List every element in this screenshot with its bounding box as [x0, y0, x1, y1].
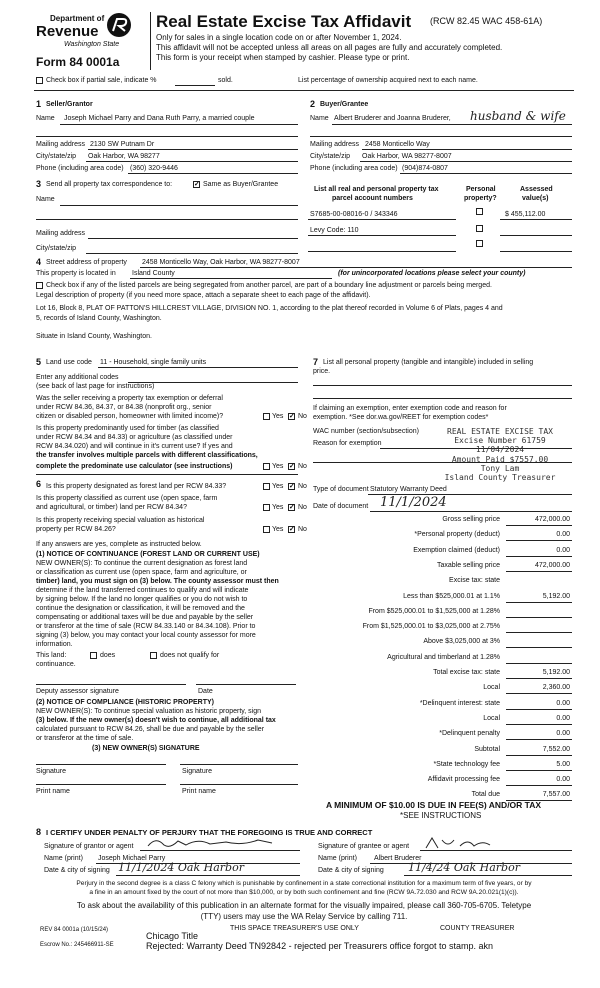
- tax-row-line: [506, 571, 572, 572]
- send-label: Send all property tax correspondence to:: [46, 181, 173, 188]
- notice2-heading: (2) NOTICE OF COMPLIANCE (HISTORIC PROPERTY): [36, 699, 214, 706]
- tax-row-value[interactable]: 472,000.00: [534, 562, 570, 569]
- does-not-checkbox[interactable]: [150, 652, 157, 659]
- personal-text-1: List all personal property (tangible and intangible) included in selling: [323, 359, 534, 366]
- buyer-name-line-2: [310, 136, 572, 137]
- forest-ifyes: If any answers are yes, complete as instructed below.: [36, 541, 202, 548]
- personal-property-checkbox-1[interactable]: [476, 208, 483, 215]
- stamp-l6: Island County Treasurer: [444, 472, 556, 482]
- county-treasurer: COUNTY TREASURER: [440, 925, 515, 932]
- deputy-date-line: [196, 684, 296, 685]
- value-line-2: [500, 235, 572, 236]
- parcel-number[interactable]: S7685-00-08016-0 / 343346: [310, 211, 398, 218]
- form-title: Real Estate Excise Tax Affidavit: [156, 12, 412, 31]
- tax-row-line: [506, 678, 572, 679]
- buyer-phone-line: [400, 173, 572, 174]
- landuse-q2-1: Is this property predominantly used for timber (as classified: [36, 425, 219, 432]
- send-city-label: City/state/zip: [36, 245, 77, 252]
- located-label: This property is located in: [36, 270, 116, 277]
- personal-text-2: price.: [313, 368, 331, 375]
- same-as-buyer-label: Same as Buyer/Grantee: [203, 181, 279, 188]
- grantee-signature-scribble: [424, 836, 504, 850]
- buyer-phone-label: Phone (including area code): [310, 165, 398, 172]
- does-checkbox[interactable]: [90, 652, 97, 659]
- chicago-title: Chicago Title: [146, 931, 199, 941]
- same-as-buyer-checkbox[interactable]: ✓: [194, 181, 200, 188]
- buyer-city-label: City/state/zip: [310, 153, 351, 160]
- seller-heading: Seller/Grantor: [46, 101, 93, 108]
- value-line-3: [500, 251, 572, 252]
- assessed-value[interactable]: $ 455,112.00: [505, 211, 546, 218]
- seller-phone[interactable]: (360) 320-9446: [130, 165, 178, 172]
- tax-row-line: [506, 770, 572, 771]
- logo-revenue: Revenue: [36, 23, 99, 40]
- street-num: 4: [36, 257, 42, 267]
- logo-dept: Department of: [50, 14, 105, 23]
- perjury-1: Perjury in the second degree is a class C felony which is punishable by confinement in a state correctional institution for a maximum term of five years, or by: [76, 880, 532, 887]
- seller-city[interactable]: Oak Harbor, WA 98277: [88, 153, 160, 160]
- forest-q2a: Is this property classified as current use (open space, farm: [36, 495, 218, 502]
- landuse-q2-2: under RCW 84.34 and 84.33) or agriculture (as classified under: [36, 434, 233, 441]
- notice1-l3: timber) land, you must sign on (3) below. The county assessor must then: [36, 578, 279, 585]
- partial-pct-line[interactable]: [175, 85, 215, 86]
- deputy-line: [36, 684, 186, 685]
- buyer-mail-label: Mailing address: [310, 141, 360, 148]
- landuse-q1-3: citizen or disabled person, homeowner with limited income)?: [36, 413, 224, 420]
- certify-num: 8: [36, 827, 42, 837]
- f2-no-checkbox[interactable]: ✓: [289, 504, 295, 511]
- tax-row-label: *Delinquent penalty: [439, 730, 500, 737]
- tax-row-label: *State technology fee: [433, 761, 500, 768]
- addl-codes-label: Enter any additional codes: [36, 374, 119, 381]
- stamp-l4: Amount Paid $7557.00: [451, 454, 549, 464]
- sec5-rule: [36, 474, 298, 475]
- uninc-note: (for unincorporated locations please select your county): [338, 270, 526, 277]
- forest-num: 6: [36, 479, 42, 489]
- ownership-note: List percentage of ownership acquired next to each name.: [298, 77, 478, 84]
- tax-row-label: *Personal property (deduct): [414, 531, 500, 538]
- tax-row-label: Local: [483, 684, 500, 691]
- street-label: Street address of property: [46, 259, 127, 266]
- landuse-label: Land use code: [46, 359, 92, 366]
- grantee-name[interactable]: Albert Bruderer: [374, 855, 422, 862]
- q1-yes-checkbox[interactable]: [263, 413, 270, 420]
- seller-city-label: City/state/zip: [36, 153, 77, 160]
- minimum-note: A MINIMUM OF $10.00 IS DUE IN FEE(S) AND/OR TAX: [326, 800, 542, 810]
- tax-row-label: Agricultural and timberland at 1.28%: [387, 654, 500, 661]
- tax-row-label: Affidavit processing fee: [427, 776, 500, 783]
- f1-no-checkbox[interactable]: ✓: [289, 483, 295, 490]
- tax-row-value[interactable]: 2,360.00: [542, 684, 570, 691]
- personal-property-checkbox-3[interactable]: [476, 240, 483, 247]
- street-address[interactable]: 2458 Monticello Way, Oak Harbor, WA 98277-8007: [142, 259, 300, 266]
- notice2-l2: (3) below. If the new owner(s) doesn't wish to continue, all additional tax: [36, 717, 276, 724]
- notice3-heading: (3) NEW OWNER(S) SIGNATURE: [92, 745, 200, 752]
- tax-row-value[interactable]: 0.00: [556, 730, 570, 737]
- does-label: does: [100, 652, 116, 659]
- landuse-q1-1: Was the seller receiving a property tax exemption or deferral: [36, 395, 223, 402]
- tax-row-line: [506, 785, 572, 786]
- newowner-sig-label-2: Signature: [182, 768, 212, 775]
- does-not-label: does not qualify for: [160, 652, 220, 659]
- tax-row-label: Less than $525,000.01 at 1.1%: [403, 593, 500, 600]
- send-mail-label: Mailing address: [36, 230, 86, 237]
- newowner-print-label-2: Print name: [182, 788, 216, 795]
- grantor-name[interactable]: Joseph Michael Parry: [98, 855, 166, 862]
- tax-row-label: Gross selling price: [442, 516, 500, 523]
- tax-row-value[interactable]: 5,192.00: [542, 593, 570, 600]
- buyer-name-label: Name: [310, 115, 329, 122]
- notice1-l4: determine if the land transferred continues to qualify and will indicate: [36, 587, 249, 594]
- seller-mail-label: Mailing address: [36, 141, 86, 148]
- tax-row-line: [506, 632, 572, 633]
- tax-row-value[interactable]: 7,557.00: [542, 791, 570, 798]
- notice1-l1: NEW OWNER(S): To continue the current designation as forest land: [36, 560, 248, 567]
- tax-row-value[interactable]: 472,000.00: [534, 516, 570, 523]
- q2-no-label: No: [298, 463, 307, 470]
- form-number: Form 84 0001a: [36, 55, 120, 69]
- levy-code[interactable]: Levy Code: 110: [310, 227, 359, 234]
- tax-row-label: From $1,525,000.01 to $3,025,000 at 2.75%: [362, 623, 500, 630]
- seller-name-line-2: [36, 136, 298, 137]
- header-line-2: This affidavit will not be accepted unless all areas on all pages are fully and accurately completed.: [156, 43, 503, 52]
- doc-date[interactable]: 11/1/2024: [380, 495, 447, 510]
- landuse-q2-3: RCW 84.34.020) and will continue in it's current use? If yes and: [36, 443, 233, 450]
- tax-row-line: [506, 755, 572, 756]
- buyer-mail[interactable]: 2458 Monticello Way: [365, 141, 430, 148]
- send-name-line-2: [36, 219, 298, 220]
- f3-yes-label: Yes: [272, 526, 284, 533]
- landuse-q1-2: under RCW 84.36, 84.37, or 84.38 (nonprofit org., senior: [36, 404, 212, 411]
- tax-row-value[interactable]: 0.00: [556, 531, 570, 538]
- grantor-name-label: Name (print): [44, 855, 83, 862]
- personal-line-1: [313, 385, 572, 386]
- grantee-sig-label: Signature of grantee or agent: [318, 843, 410, 850]
- tax-row-label: Above $3,025,000 at 3%: [423, 638, 500, 645]
- parcels-h6: value(s): [522, 195, 549, 202]
- stamp-l2: Excise Number 61759: [454, 436, 546, 446]
- tax-row-line: [506, 525, 572, 526]
- treasurer-space: THIS SPACE TREASURER'S USE ONLY: [230, 925, 359, 932]
- q1-yes-label: Yes: [272, 413, 284, 420]
- tax-row-label: Exemption claimed (deduct): [413, 547, 500, 554]
- logo-mark-icon: [106, 12, 132, 38]
- newowner-print-line-2: [180, 784, 298, 785]
- buyer-name[interactable]: Albert Bruderer and Joanna Bruderer,: [334, 115, 451, 122]
- f3-yes-checkbox[interactable]: [263, 526, 270, 533]
- buyer-name-line: [332, 124, 572, 125]
- minimum-see: *SEE INSTRUCTIONS: [400, 811, 482, 820]
- seller-mail-line: [88, 149, 298, 150]
- seller-name-label: Name: [36, 115, 55, 122]
- notice1-l6: continue the designation or classification, it will be removed and the: [36, 605, 245, 612]
- newowner-sig-label-1: Signature: [36, 768, 66, 775]
- tax-row-label: Total excise tax: state: [433, 669, 500, 676]
- send-num: 3: [36, 179, 42, 189]
- notice1-l5: by signing below. If the land no longer qualifies or you do not wish to: [36, 596, 248, 603]
- tax-row-label: Total due: [471, 791, 500, 798]
- street-line: [140, 267, 572, 268]
- tax-row-line: [506, 602, 572, 603]
- personal-property-checkbox-2[interactable]: [476, 225, 483, 232]
- segregated-checkbox[interactable]: [36, 282, 43, 289]
- partial-sale-label: Check box if partial sale, indicate %: [46, 77, 157, 84]
- header-line-1: Only for sales in a single location code on or after November 1, 2024.: [156, 33, 402, 42]
- notice2-l4: or transferor at the time of sale.: [36, 735, 134, 742]
- seller-name[interactable]: Joseph Michael Parry and Dana Ruth Parry, a married couple: [64, 115, 255, 122]
- doc-type[interactable]: Statutory Warranty Deed: [370, 486, 447, 493]
- form-rcw: (RCW 82.45 WAC 458-61A): [430, 16, 543, 26]
- seller-num: 1: [36, 99, 42, 109]
- grantor-signature-scribble: [146, 836, 276, 850]
- certify-text: I CERTIFY UNDER PENALTY OF PERJURY THAT THE FOREGOING IS TRUE AND CORRECT: [46, 828, 373, 837]
- buyer-city-line: [360, 161, 572, 162]
- this-land-label: This land:: [36, 652, 67, 659]
- notice1-l7: compensating or additional taxes will be due and payable by the seller: [36, 614, 254, 621]
- newowner-sig-line-1: [36, 764, 166, 765]
- grantor-date-label: Date & city of signing: [44, 867, 110, 874]
- tax-row-line: [506, 647, 572, 648]
- stamp-l3: 11/04/2024: [475, 445, 525, 455]
- exempt-text-2: exemption. *See dor.wa.gov/REET for exemption codes*: [313, 414, 489, 421]
- seller-phone-label: Phone (including area code): [36, 165, 124, 172]
- send-city-line: [86, 253, 298, 254]
- grantor-date[interactable]: 11/1/2024 Oak Harbor: [118, 861, 244, 874]
- seller-mail[interactable]: 2130 SW Putnam Dr: [90, 141, 155, 148]
- county[interactable]: Island County: [132, 270, 175, 277]
- tax-row-label: Taxable selling price: [436, 562, 500, 569]
- parcels-h2: parcel account numbers: [332, 195, 413, 202]
- tax-row-value[interactable]: 7,552.00: [542, 746, 570, 753]
- q2-yes-checkbox[interactable]: [263, 463, 270, 470]
- send-name-line: [60, 205, 298, 206]
- notice2-l1: NEW OWNER(S): To continue special valuation as historic property, sign: [36, 708, 261, 715]
- notice1-l9: signing (3) below, you may contact your local county assessor for more: [36, 632, 256, 639]
- f2-yes-label: Yes: [272, 504, 284, 511]
- legal-line-1[interactable]: Lot 16, Block 8, PLAT OF PATTON'S HILLCREST VILLAGE, DIVISION NO. 1, according to the plat thereof recorded in Volume 6 of Plats, pages 4 and: [36, 305, 503, 312]
- tax-row-label: Subtotal: [474, 746, 500, 753]
- seller-phone-line: [128, 173, 298, 174]
- tax-row-line: [506, 540, 572, 541]
- stamp-l5: Tony Lam: [480, 463, 520, 473]
- reason-label: Reason for exemption: [313, 440, 382, 447]
- grantor-sig-line: [140, 850, 300, 851]
- buyer-heading: Buyer/Grantee: [320, 101, 369, 108]
- parcels-h3: Personal: [466, 186, 496, 193]
- f2-no-label: No: [298, 504, 307, 511]
- tax-row-value[interactable]: 0.00: [556, 700, 570, 707]
- dor-logo: [36, 12, 140, 56]
- landuse-q2-5: complete the predominate use calculator (see instructions): [36, 463, 233, 470]
- q1-no-checkbox[interactable]: ✓: [289, 413, 295, 420]
- grantee-name-label: Name (print): [318, 855, 357, 862]
- f3-no-checkbox[interactable]: ✓: [289, 526, 295, 533]
- tax-row-line: [506, 724, 572, 725]
- notice1-l2: or classification as current use (open space, farm and agriculture, or: [36, 569, 247, 576]
- tax-row-value[interactable]: 5,192.00: [542, 669, 570, 676]
- tax-row-label: From $525,000.01 to $1,525,000 at 1.28%: [368, 608, 500, 615]
- buyer-phone[interactable]: (904)874-0807: [402, 165, 448, 172]
- notice2-l3: calculated pursuant to RCW 84.26, shall be due and payable by the seller: [36, 726, 265, 733]
- notice1-heading: (1) NOTICE OF CONTINUANCE (FOREST LAND OR CURRENT USE): [36, 551, 260, 558]
- newowner-print-label-1: Print name: [36, 788, 70, 795]
- landuse-num: 5: [36, 357, 42, 367]
- wac-label: WAC number (section/subsection): [313, 428, 419, 435]
- seller-name-line: [60, 124, 298, 125]
- buyer-city[interactable]: Oak Harbor, WA 98277-8007: [362, 153, 452, 160]
- grantor-signature: [146, 836, 276, 854]
- f3-no-label: No: [298, 526, 307, 533]
- q1-no-label: No: [298, 413, 307, 420]
- logo-state: Washington State: [64, 41, 120, 48]
- forest-q1: Is this property designated as forest land per RCW 84.33?: [46, 483, 227, 490]
- parcel-line-2: [308, 235, 456, 236]
- parcels-h1: List all real and personal property tax: [314, 186, 439, 193]
- header-divider: [150, 12, 151, 70]
- grantee-date[interactable]: 11/4/24 Oak Harbor: [408, 861, 520, 874]
- continuance-label: continuance.: [36, 661, 76, 668]
- buyer-mail-line: [362, 149, 572, 150]
- tax-row-line: [506, 663, 572, 664]
- tax-row-line: [506, 617, 572, 618]
- f1-yes-checkbox[interactable]: [263, 483, 270, 490]
- partial-sale-checkbox[interactable]: [36, 77, 43, 84]
- access-2: (TTY) users may use the WA Relay Service by calling 711.: [200, 912, 408, 921]
- buyer-handwritten: husband & wife: [470, 109, 566, 123]
- see-back-label: (see back of last page for instructions): [36, 383, 155, 390]
- personal-line-2: [313, 398, 572, 399]
- tax-row-value[interactable]: 0.00: [556, 547, 570, 554]
- landuse-q2-4: the transfer involves multiple parcels with different classifications,: [36, 452, 258, 459]
- segregated-label: Check box if any of the listed parcels are being segregated from another parcel, are part of a boundary line adjustment or parcels being merged.: [46, 282, 492, 289]
- forest-q3b: property per RCW 84.26?: [36, 526, 116, 533]
- send-name-label: Name: [36, 196, 55, 203]
- grantor-sig-label: Signature of grantor or agent: [44, 843, 134, 850]
- value-line-1: [500, 219, 572, 220]
- notice1-l10: information.: [36, 641, 73, 648]
- rejected-note: Rejected: Warranty Deed TN92842 - rejected per Treasurers office forgot to stamp. akn: [146, 941, 494, 951]
- tax-row-line: [506, 709, 572, 710]
- stamp-l1: REAL ESTATE EXCISE TAX: [447, 427, 553, 436]
- tax-row-value[interactable]: 0.00: [556, 776, 570, 783]
- notice1-l8: or transferor at the time of sale (RCW 84.33.140 or 84.34.108). Prior to: [36, 623, 256, 630]
- county-line: [130, 278, 332, 279]
- parcel-line-3: [308, 251, 456, 252]
- grantor-date-line: [116, 875, 300, 876]
- tax-row-label: Excise tax: state: [449, 577, 500, 584]
- situate[interactable]: Situate in Island County, Washington.: [36, 333, 152, 340]
- legal-label: Legal description of property (if you need more space, attach a separate sheet to each page of the affidavit).: [36, 292, 371, 299]
- parcel-line-1: [308, 219, 456, 220]
- doc-type-label: Type of document: [313, 486, 369, 493]
- treasurer-stamp: [430, 427, 570, 482]
- tax-row-label: Local: [483, 715, 500, 722]
- deputy-date-label: Date: [198, 688, 213, 695]
- tax-row-value[interactable]: 0.00: [556, 715, 570, 722]
- forest-q3a: Is this property receiving special valuation as historical: [36, 517, 205, 524]
- top-rule: [34, 90, 574, 91]
- grantee-sig-line: [420, 850, 572, 851]
- seller-city-line: [86, 161, 298, 162]
- parcels-h5: Assessed: [520, 186, 553, 193]
- doc-date-line: [370, 511, 572, 512]
- deputy-label: Deputy assessor signature: [36, 688, 119, 695]
- tax-row-line: [506, 693, 572, 694]
- grantee-date-line: [404, 875, 572, 876]
- header-line-3: This form is your receipt when stamped by cashier. Please type or print.: [156, 53, 410, 62]
- exempt-text-1: If claiming an exemption, enter exemption code and reason for: [313, 405, 507, 412]
- tax-row-line: [506, 739, 572, 740]
- f1-yes-label: Yes: [272, 483, 284, 490]
- personal-num: 7: [313, 357, 319, 367]
- rev-number: REV 84 0001a (10/15/24): [40, 927, 109, 933]
- f1-no-label: No: [298, 483, 307, 490]
- newowner-sig-line-2: [180, 764, 298, 765]
- parcels-h4: property?: [464, 195, 497, 202]
- legal-line-2[interactable]: 5, records of Island County, Washington.: [36, 315, 162, 322]
- buyer-num: 2: [310, 99, 316, 109]
- landuse-line: [98, 367, 298, 368]
- send-mail-line: [88, 238, 298, 239]
- doc-date-label: Date of document: [313, 503, 369, 510]
- q2-no-checkbox[interactable]: ✓: [289, 463, 295, 470]
- perjury-2: a fine in an amount fixed by the court of not more than $10,000, or by both such confinement and fine (RCW 9A.72.030 and RCW 9A.20.021(1)(c)).: [89, 889, 519, 896]
- q2-yes-label: Yes: [272, 463, 284, 470]
- grantee-date-label: Date & city of signing: [318, 867, 384, 874]
- tax-row-label: *Delinquent interest: state: [419, 700, 500, 707]
- tax-row-value[interactable]: 5.00: [556, 761, 570, 768]
- newowner-print-line-1: [36, 784, 166, 785]
- f2-yes-checkbox[interactable]: [263, 504, 270, 511]
- forest-q2b: and agricultural, or timber) land per RCW 84.34?: [36, 504, 187, 511]
- landuse-code[interactable]: 11 - Household, single family units: [100, 359, 207, 366]
- access-1: To ask about the availability of this publication in an alternate format for the visually impaired, please call 360-705-6705. Teletype: [76, 901, 532, 910]
- escrow-no: Escrow No.: 245466911-SE: [40, 942, 114, 948]
- partial-sold: sold.: [218, 77, 233, 84]
- tax-row-line: [506, 556, 572, 557]
